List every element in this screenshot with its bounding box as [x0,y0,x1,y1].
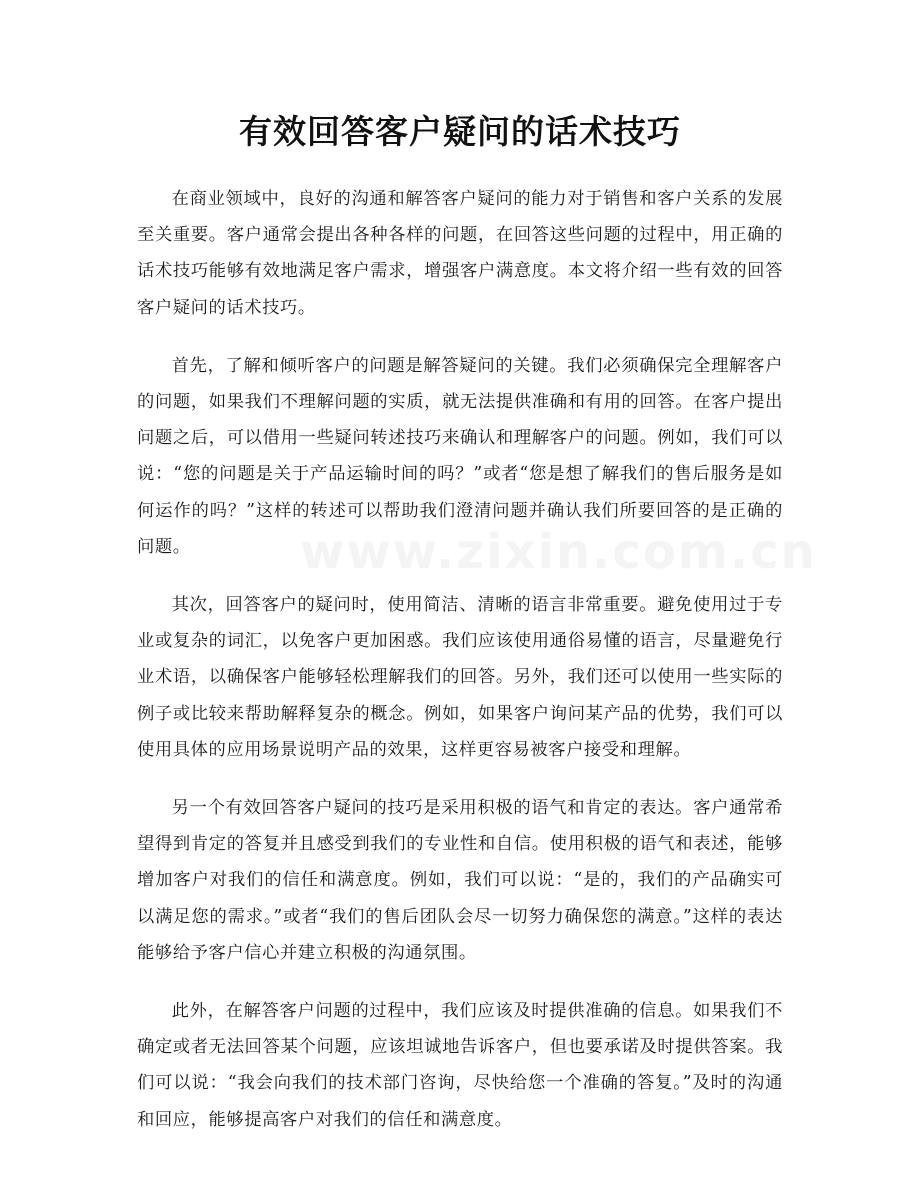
paragraph-1: 在商业领域中，良好的沟通和解答客户疑问的能力对于销售和客户关系的发展至关重要。客户通常会提出各种各样的问题，在回答这些问题的过程中，用正确的话术技巧能够有效地满足客户需求，增强客户满意度。本文将介绍一些有效的回答客户疑问的话术技巧。 [137,189,783,318]
document-body [137,181,817,1160]
paragraph-5: 此外，在解答客户问题的过程中，我们应该及时提供准确的信息。如果我们不确定或者无法回答某个问题，应该坦诚地告诉客户，但也要承诺及时提供答案。我们可以说：“我会向我们的技术部门咨询，尽快给您一个准确的答复。”及时的沟通和回应，能够提高客户对我们的信任和满意度。 [137,1001,783,1130]
paragraph-3: 其次，回答客户的疑问时，使用简洁、清晰的语言非常重要。避免使用过于专业或复杂的词汇，以免客户更加困惑。我们应该使用通俗易懂的语言，尽量避免行业术语，以确保客户能够轻松理解我们的回答。另外，我们还可以使用一些实际的例子或比较来帮助解释复杂的概念。例如，如果客户询问某产品的优势，我们可以使用具体的应用场景说明产品的效果，这样更容易被客户接受和理解。 [137,595,783,760]
paragraph-2: 首先，了解和倾听客户的问题是解答疑问的关键。我们必须确保完全理解客户的问题，如果我们不理解问题的实质，就无法提供准确和有用的回答。在客户提出问题之后，可以借用一些疑问转述技巧来确认和理解客户的问题。例如，我们可以说：“您的问题是关于产品运输时间的吗？”或者“您是想了解我们的售后服务是如何运作的吗？”这样的转述可以帮助我们澄清问题并确认我们所要回答的是正确的问题。 [137,355,783,557]
paragraph-4: 另一个有效回答客户疑问的技巧是采用积极的语气和肯定的表达。客户通常希望得到肯定的答复并且感受到我们的专业性和自信。使用积极的语气和表述，能够增加客户对我们的信任和满意度。例如，我们可以说：“是的，我们的产品确实可以满足您的需求。”或者“我们的售后团队会尽一切努力确保您的满意。”这样的表达能够给予客户信心并建立积极的沟通氛围。 [137,798,783,963]
document-title: 有效回答客户疑问的话术技巧 [239,112,681,151]
watermark: www.zixin.com.cn [300,524,817,580]
